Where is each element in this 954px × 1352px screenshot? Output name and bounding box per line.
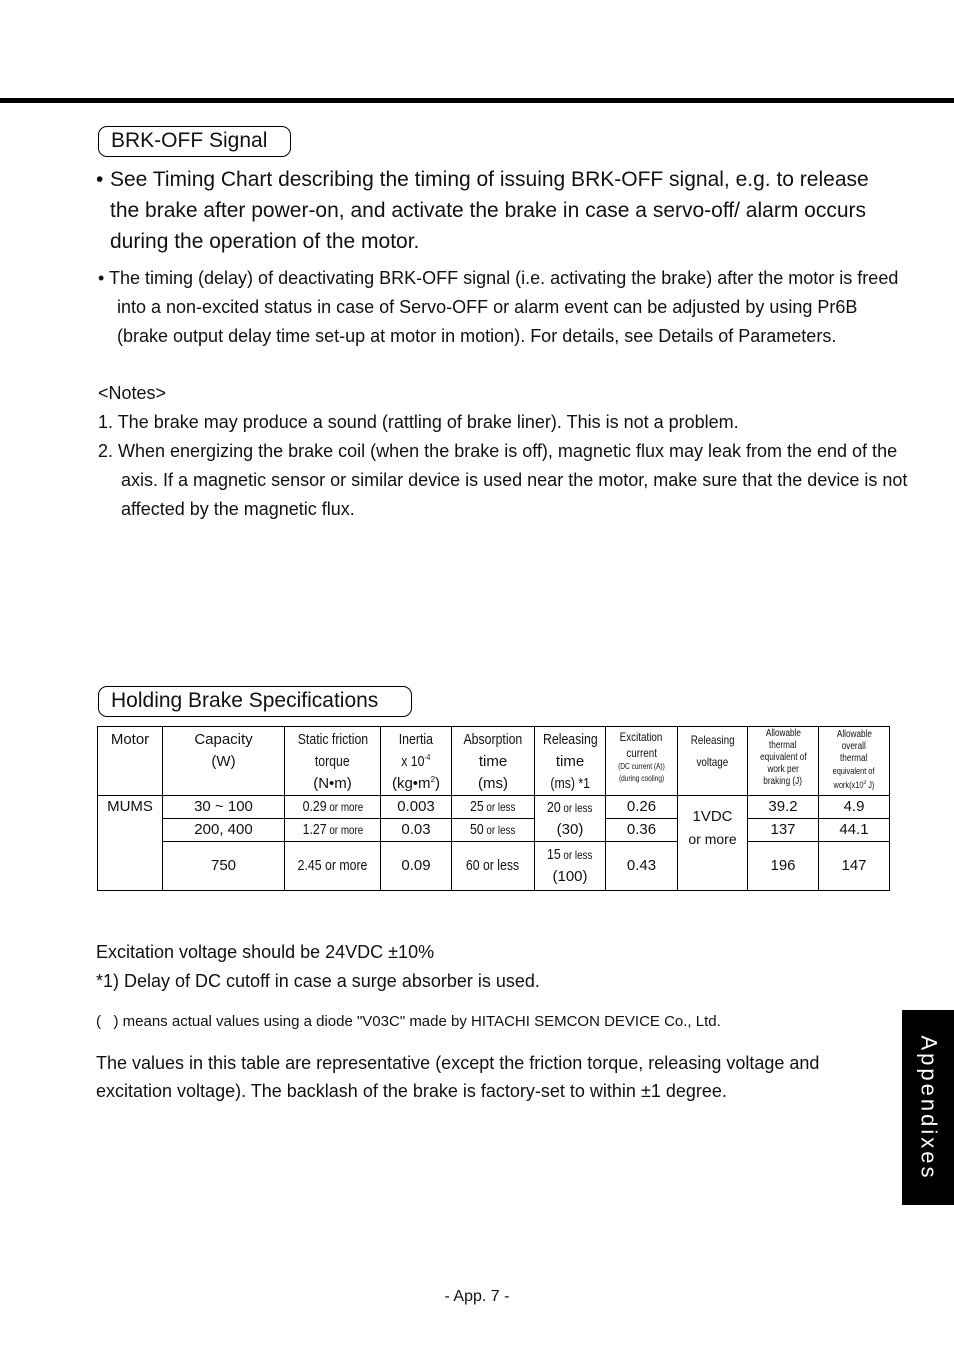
delay-footnote: *1) Delay of DC cutoff in case a surge absorber is used. [96, 971, 540, 991]
note-1: 1. The brake may produce a sound (rattling of brake liner). This is not a problem. [98, 412, 739, 432]
header-inertia: Inertia x $10^{-4}$ $(kg•m^2)$ [381, 727, 452, 796]
cell-excitation: 0.43 [606, 842, 678, 891]
cell-absorption: 25 or less [452, 796, 535, 819]
cell-torque: 2.45 or more [285, 842, 381, 891]
cell-overall: 44.1 [819, 819, 890, 842]
cell-thermal: 137 [748, 819, 819, 842]
table-row [98, 842, 890, 891]
cell-excitation: 0.36 [606, 819, 678, 842]
header-allowable-thermal-per-braking: Allowable thermal equivalent of work per braking (J) [748, 727, 819, 796]
side-tab-label: Appendixes [916, 1035, 942, 1180]
brk-off-lead-paragraph [96, 164, 896, 257]
cell-absorption: 50 or less [452, 819, 535, 842]
header-static-friction-torque: Static friction torque (N•m) [285, 727, 381, 796]
cell-absorption: 60 or less [452, 842, 535, 891]
cell-releasing-voltage: 1VDC or more [678, 796, 748, 891]
header-allowable-overall-thermal: Allowable overall thermal equivalent of $work(x10^3$ J) [819, 727, 890, 796]
header-rule [0, 98, 954, 103]
note-2: 2. When energizing the brake coil (when the brake is off), magnetic flux may leak from the end of the axis. If a magnetic sensor or similar device is used near the motor, make sure that the device is not affected by the magnetic flux. [98, 441, 908, 519]
cell-motor-model: MUMS [98, 796, 163, 891]
excitation-voltage-note: Excitation voltage should be 24VDC ±10% [96, 942, 435, 962]
representative-values-note: The values in this table are representative (except the friction torque, releasing voltage and excitation voltage). The backlash of the brake is factory-set to within ±1 degree. [96, 1053, 820, 1101]
header-capacity: Capacity (W) [163, 727, 285, 796]
cell-torque: 1.27 or more [285, 819, 381, 842]
lead-bullet: • [96, 168, 104, 191]
timing-text: The timing (delay) of deactivating BRK-OFF signal (i.e. activating the brake) after the motor is freed into a non-excited status in case of Servo-OFF or alarm event can be adjusted by using Pr6B (brake output delay time set-up at motor in motion). For details, see Details of Parameters. [109, 268, 899, 346]
cell-releasing-time-a: 20 or less (30) [535, 796, 606, 842]
header-motor: Motor [98, 727, 163, 796]
lead-text: See Timing Chart describing the timing of issuing BRK-OFF signal, e.g. to release the brake after power-on, and activate the brake in case a servo-off/ alarm occurs during the operation of the motor. [110, 168, 869, 253]
diode-note: ( ) means actual values using a diode "V03C" made by HITACHI SEMCON DEVICE Co., Ltd. [96, 1013, 721, 1030]
timing-bullet: • [98, 268, 105, 288]
appendixes-side-tab [902, 1010, 954, 1205]
cell-overall: 147 [819, 842, 890, 891]
cell-thermal: 196 [748, 842, 819, 891]
brk-off-section-title: BRK-OFF Signal [98, 126, 291, 157]
cell-overall: 4.9 [819, 796, 890, 819]
holding-brake-section-title: Holding Brake Specifications [98, 686, 412, 717]
header-excitation-current: Excitation current (DC current (A)) (during cooling) [606, 727, 678, 796]
table-row [98, 819, 890, 842]
cell-capacity: 200, 400 [163, 819, 285, 842]
holding-brake-spec-table [97, 726, 890, 891]
table-header-row [98, 727, 890, 796]
cell-inertia: 0.09 [381, 842, 452, 891]
notes-heading: <Notes> [98, 383, 167, 403]
header-releasing-time: Releasing time (ms) *1 [535, 727, 606, 796]
page-number: - App. 7 - [444, 1288, 510, 1305]
table-row [98, 796, 890, 819]
header-absorption-time: Absorption time (ms) [452, 727, 535, 796]
cell-inertia: 0.03 [381, 819, 452, 842]
cell-capacity: 30 ~ 100 [163, 796, 285, 819]
timing-paragraph [98, 264, 912, 351]
cell-torque: 0.29 or more [285, 796, 381, 819]
cell-thermal: 39.2 [748, 796, 819, 819]
cell-capacity: 750 [163, 842, 285, 891]
cell-inertia: 0.003 [381, 796, 452, 819]
header-releasing-voltage: Releasing voltage [678, 727, 748, 796]
cell-releasing-time-b: 15 or less (100) [535, 842, 606, 891]
cell-excitation: 0.26 [606, 796, 678, 819]
